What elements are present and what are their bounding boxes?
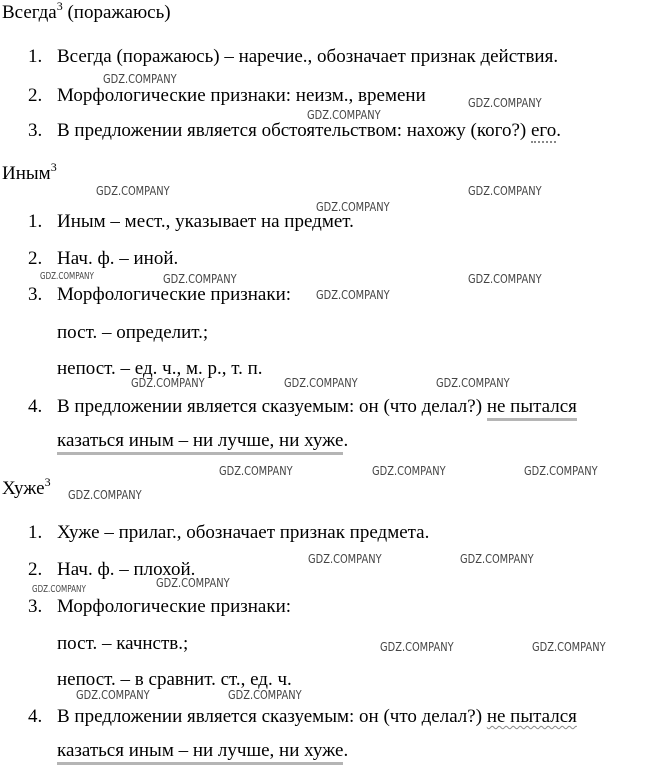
watermark: GDZ.COMPANY xyxy=(468,96,542,110)
watermark: GDZ.COMPANY xyxy=(316,288,390,302)
watermark: GDZ.COMPANY xyxy=(372,464,446,478)
watermark: GDZ.COMPANY xyxy=(460,552,534,566)
watermark: GDZ.COMPANY xyxy=(68,488,142,502)
underlined-phrase: не пытался xyxy=(487,396,577,421)
dotted-underline-word: его xyxy=(530,120,557,141)
watermark: GDZ.COMPANY xyxy=(307,108,381,122)
list-number: 2. xyxy=(28,85,43,106)
watermark: GDZ.COMPANY xyxy=(40,271,94,282)
heading-inym xyxy=(2,160,57,186)
watermark: GDZ.COMPANY xyxy=(219,464,293,478)
list-subitem: непост. – в сравнит. ст., ед. ч. xyxy=(57,669,292,690)
heading-word: Хуже xyxy=(2,478,45,499)
watermark: GDZ.COMPANY xyxy=(103,72,177,86)
list-item: Морфологические признаки: xyxy=(57,284,292,305)
list-item: В предложении является сказуемым: он (что делал?) не пытался xyxy=(57,706,577,727)
watermark: GDZ.COMPANY xyxy=(316,200,390,214)
watermark: GDZ.COMPANY xyxy=(76,688,150,702)
watermark: GDZ.COMPANY xyxy=(532,640,606,654)
list-number: 4. xyxy=(28,706,43,727)
heading-superscript: 3 xyxy=(56,0,63,13)
list-item: В предложении является обстоятельством: нахожу (кого?) его. xyxy=(57,120,561,141)
list-subitem: непост. – ед. ч., м. р., т. п. xyxy=(57,358,263,379)
watermark: GDZ.COMPANY xyxy=(32,584,86,595)
list-number: 4. xyxy=(28,396,43,417)
list-item: Иным – мест., указывает на предмет. xyxy=(57,211,354,232)
heading-vsegda xyxy=(2,2,171,25)
list-item: Нач. ф. – иной. xyxy=(57,248,179,269)
watermark: GDZ.COMPANY xyxy=(524,464,598,478)
heading-superscript: 3 xyxy=(44,475,51,489)
heading-superscript: 3 xyxy=(50,160,57,174)
list-number: 3. xyxy=(28,284,43,305)
list-number: 2. xyxy=(28,248,43,269)
heading-rest: (поражаюсь) xyxy=(62,2,171,23)
list-number: 1. xyxy=(28,46,43,67)
heading-word: Всегда xyxy=(2,2,57,23)
list-item-continuation: казаться иным – ни лучше, ни хуже. xyxy=(57,430,348,452)
watermark: GDZ.COMPANY xyxy=(156,576,230,590)
watermark: GDZ.COMPANY xyxy=(468,272,542,286)
watermark: GDZ.COMPANY xyxy=(163,272,237,286)
watermark: GDZ.COMPANY xyxy=(96,184,170,198)
list-item: Всегда (поражаюсь) – наречие., обозначает признак действия. xyxy=(57,46,559,67)
heading-word: Иным xyxy=(2,163,51,184)
list-number: 2. xyxy=(28,559,43,580)
watermark: GDZ.COMPANY xyxy=(284,376,358,390)
underlined-phrase: казаться иным – ни лучше, ни хуже xyxy=(57,740,343,765)
watermark: GDZ.COMPANY xyxy=(468,184,542,198)
heading-khuzhe xyxy=(2,475,51,501)
list-item: В предложении является сказуемым: он (что делал?) не пытался xyxy=(57,396,577,418)
list-item: Морфологические признаки: xyxy=(57,596,292,617)
list-number: 3. xyxy=(28,120,43,141)
list-subitem: пост. – качнств.; xyxy=(57,633,189,654)
watermark: GDZ.COMPANY xyxy=(436,376,510,390)
wavy-underlined-phrase: не пытался xyxy=(486,706,577,727)
list-number: 3. xyxy=(28,596,43,617)
watermark: GDZ.COMPANY xyxy=(228,688,302,702)
watermark: GDZ.COMPANY xyxy=(131,376,205,390)
list-item: Морфологические признаки: неизм., времени xyxy=(57,85,426,106)
list-number: 1. xyxy=(28,211,43,232)
watermark: GDZ.COMPANY xyxy=(380,640,454,654)
list-item: Нач. ф. – плохой. xyxy=(57,559,196,580)
list-item: Хуже – прилаг., обозначает признак предмета. xyxy=(57,522,430,543)
list-item-continuation: казаться иным – ни лучше, ни хуже. xyxy=(57,740,348,762)
list-number: 1. xyxy=(28,522,43,543)
watermark: GDZ.COMPANY xyxy=(308,552,382,566)
list-subitem: пост. – определит.; xyxy=(57,322,209,343)
underlined-phrase: казаться иным – ни лучше, ни хуже xyxy=(57,430,343,455)
